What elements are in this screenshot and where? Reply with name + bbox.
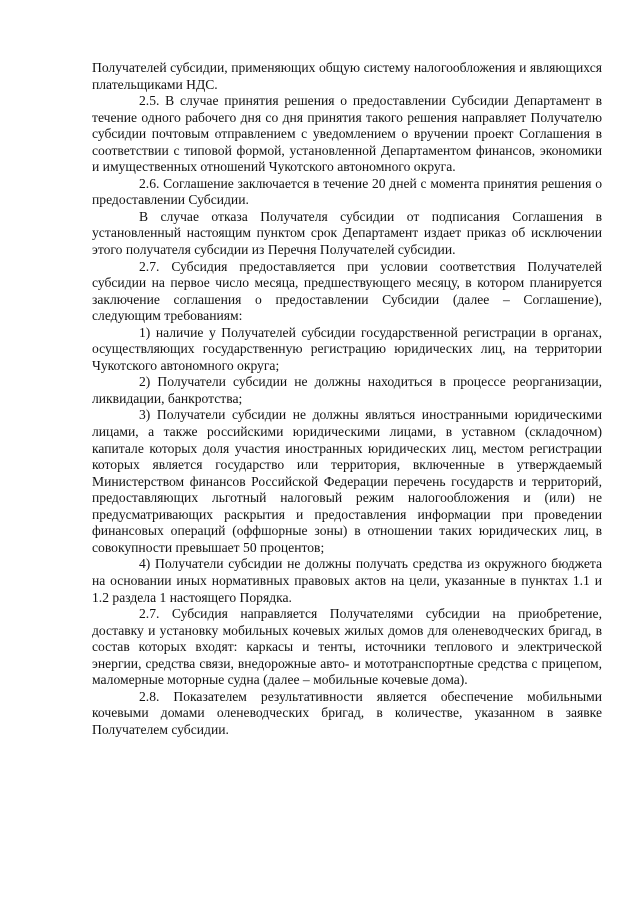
- requirement-3: 3) Получатели субсидии не должны являться иностранными юридическими лицами, а также российскими юридическими лицами, в уставном (складочном) капитале которых доля участия иностранных юридических лиц, местом регистрации которых является государство или территория, включенные в утверждаемый Министерством финансов Российской Федерации перечень государств и территорий, предоставляющих льготный налоговый режим налогообложения и (или) не предусматривающих раскрытия и предоставления информации при проведении финансовых операций (оффшорные зоны) в отношении таких юридических лиц, в совокупности превышает 50 процентов;: [92, 407, 602, 555]
- paragraph-2-7-purpose: 2.7. Субсидия направляется Получателями субсидии на приобретение, доставку и установку мобильных кочевых жилых домов для оленеводческих бригад, в состав которых входят: каркасы и тенты, источники теплового и электрической энергии, средства связи, внедорожные авто- и мототранспортные средства с прицепом, маломерные моторные судна (далее – мобильные кочевые дома).: [92, 606, 602, 688]
- paragraph-2-8: 2.8. Показателем результативности является обеспечение мобильными кочевыми домами оленеводческих бригад, в количестве, указанном в заявке Получателем субсидии.: [92, 688, 602, 737]
- paragraph-refusal: В случае отказа Получателя субсидии от подписания Соглашения в установленный настоящим пунктом срок Департамент издает приказ об исключении этого получателя субсидии из Перечня Получателей субсидии.: [92, 208, 602, 258]
- paragraph-2-5: 2.5. В случае принятия решения о предоставлении Субсидии Департамент в течение одного рабочего дня со дня принятия такого решения направляет Получателю субсидии почтовым отправлением с уведомлением о вручении проект Соглашения в соответствии с типовой формой, установленной Департаментом финансов, экономики и имущественных отношений Чукотского автономного округа.: [92, 93, 602, 175]
- paragraph-2-7-conditions: 2.7. Субсидия предоставляется при условии соответствия Получателей субсидии на первое число месяца, предшествующего месяцу, в котором планируется заключение соглашения о предоставлении Субсидии (далее – Соглашение), следующим требованиям:: [92, 258, 602, 324]
- paragraph-2-6: 2.6. Соглашение заключается в течение 20 дней с момента принятия решения о предоставлении Субсидии.: [92, 175, 602, 208]
- requirement-2: 2) Получатели субсидии не должны находиться в процессе реорганизации, ликвидации, банкротства;: [92, 374, 602, 406]
- paragraph-intro-continuation: Получателей субсидии, применяющих общую систему налогообложения и являющихся плательщиками НДС.: [92, 60, 602, 92]
- requirement-1: 1) наличие у Получателей субсидии государственной регистрации в органах, осуществляющих государственную регистрацию юридических лиц, на территории Чукотского автономного округа;: [92, 324, 602, 373]
- requirement-4: 4) Получатели субсидии не должны получать средства из окружного бюджета на основании иных нормативных правовых актов на цели, указанные в пунктах 1.1 и 1.2 раздела 1 настоящего Порядка.: [92, 556, 602, 605]
